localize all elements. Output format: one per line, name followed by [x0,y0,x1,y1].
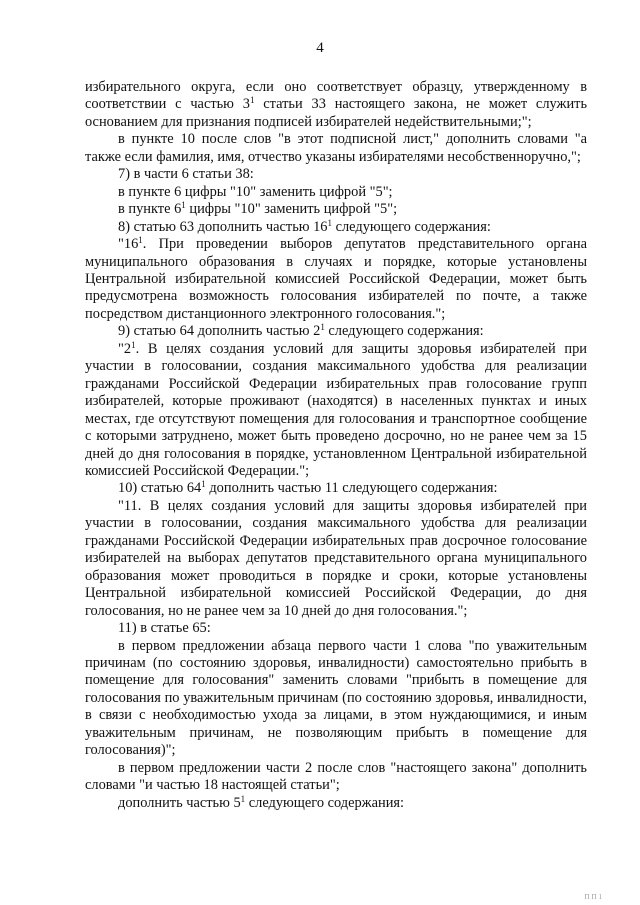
text-run: 10) статью 64 [118,480,202,497]
paragraph [85,184,587,201]
text-run: следующего содержания: [324,323,484,340]
superscript: 1 [131,339,136,350]
text-run: избирательного округа, если оно соответствует образцу, утвержденному в соответствии с частью 3 [85,79,587,113]
text-run: 8) статью 63 дополнить частью 16 [118,218,328,235]
paragraph [85,795,587,812]
text-run: дополнить частью 11 следующего содержания: [205,480,498,497]
paragraph [85,219,587,236]
text-run: следующего содержания: [245,794,405,811]
paragraph [85,236,587,323]
text-run: "2 [118,340,132,357]
text-run: в первом предложении абзаца первого части 1 слова "по уважительным причинам (по состоянию здоровья, инвалидности) самостоятельно прибыть в помещение для голосования" заменить словами "прибыть в помещение для голосования по уважительным причинам (по состоянию здоровья, инвалидности, в связи с необходимостью ухода за лицами, в этом нуждающимися, и иным уважительным причинам, не позволяющим прибыть в помещение для голосования)"; [85,637,587,759]
corner-mark: ПП1 [584,893,604,901]
text-run: в пункте 6 цифры "10" заменить цифрой "5"; [118,183,393,200]
text-run: дополнить частью 5 [118,794,241,811]
superscript: 1 [240,793,246,804]
paragraph [85,79,587,131]
text-run: в пункте 10 после слов "в этот подписной лист," дополнить словами "а также если фамилия, имя, отчество указаны избирателями несобственноручно,"; [85,131,587,165]
text-run: 9) статью 64 дополнить частью 2 [118,323,321,340]
page-number: 4 [316,40,324,56]
paragraph [85,201,587,218]
superscript: 1 [249,95,255,106]
paragraph [85,166,587,183]
paragraph [85,131,587,166]
text-run: "16 [118,236,139,253]
text-run: следующего содержания: [332,218,491,235]
paragraph [85,480,587,497]
text-run: в пункте 6 [118,201,182,218]
text-run: цифры "10" заменить цифрой "5"; [185,201,398,218]
superscript: 1 [181,200,186,211]
text-run: 11) в статье 65: [118,620,211,637]
paragraph [85,323,587,340]
superscript: 1 [327,217,333,228]
text-run: 7) в части 6 статьи 38: [118,166,254,183]
superscript: 1 [138,235,143,246]
text-run: статьи 33 настоящего закона, не может служить основанием для признания подписей избирателей недействительными;"; [85,96,588,130]
superscript: 1 [201,479,206,490]
paragraph [85,620,587,637]
text-run: "11. В целях создания условий для защиты здоровья избирателей при участии в голосовании, создания максимального удобства для реализации гражданами Российской Федерации избирательных прав досрочное голосование избирателей на выборах депутатов представительного органа муниципального образования может проводиться в порядке и сроки, которые установлены Центральной избирательной комиссией Российской Федерации, до дня голосования, но не ранее чем за 10 дней до дня голосования."; [85,497,587,619]
text-run: . При проведении выборов депутатов представительного органа муниципального образования в случаях и порядке, которые установлены Центральной избирательной комиссией Российской Федерации, может быть предусмотрена возможность голосования избирателей по почте, а также посредством дистанционного электронного голосования."; [85,236,587,322]
paragraph [85,638,587,760]
paragraph [85,341,587,481]
text-run: в первом предложении части 2 после слов "настоящего закона" дополнить словами "и частью 18 настоящей статьи"; [85,759,587,794]
paragraph [85,498,587,620]
superscript: 1 [320,322,325,333]
paragraph [85,760,587,795]
document-body [85,79,587,812]
text-run: . В целях создания условий для защиты здоровья избирателей при участии в голосовании, создания максимального удобства для реализации гражданами Российской Федерации избирательных прав голосование групп избирателей, которые проживают (находятся) в населенных пунктах и иных местах, где отсутствуют помещения для голосования и транспортное сообщение с которыми затруднено, может быть проведено досрочно, но не ранее чем за 15 дней до дня голосования в порядке, установленном Центральной избирательной комиссией Российской Федерации."; [85,340,587,479]
